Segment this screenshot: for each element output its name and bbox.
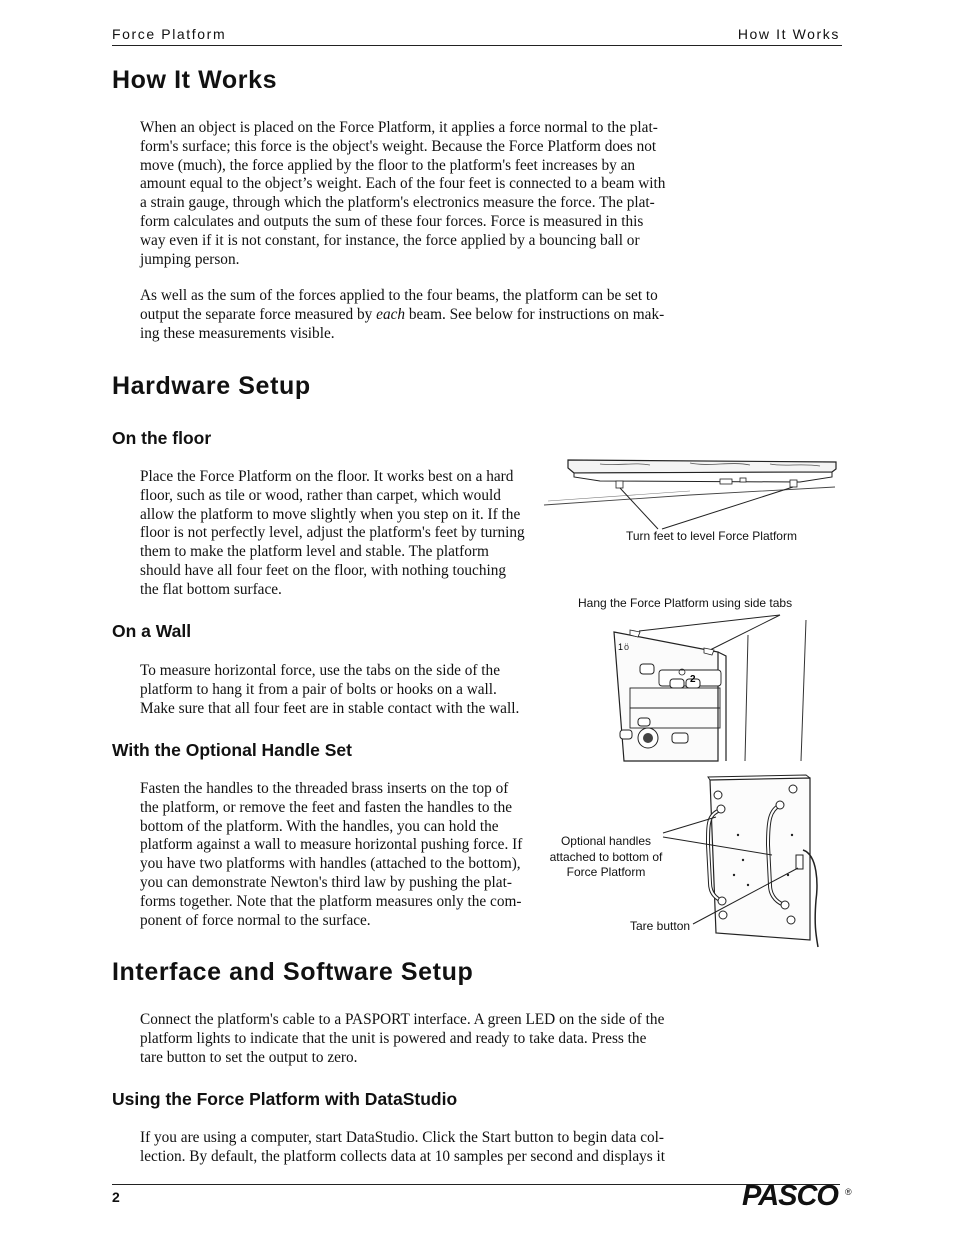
text-line: ponent of force normal to the surface. bbox=[140, 911, 371, 929]
text-line: you can demonstrate Newton's third law by pushing the plat- bbox=[140, 873, 512, 891]
svg-text:ö: ö bbox=[624, 642, 630, 652]
text-line: a strain gauge, through which the platform's electronics measure the force. The plat- bbox=[140, 194, 655, 212]
subsection-title-handle-set: With the Optional Handle Set bbox=[112, 740, 352, 760]
on-a-wall-paragraph bbox=[140, 662, 519, 718]
text-line: If you are using a computer, start DataStudio. Click the Start button to begin data col- bbox=[140, 1129, 665, 1146]
text-line: floor, such as tile or wood, rather than carpet, which would bbox=[140, 486, 501, 504]
text-line: platform against a wall to measure horizontal pushing force. If bbox=[140, 836, 523, 854]
platform-on-floor-illustration bbox=[540, 455, 840, 535]
text-line: Make sure that all four feet are in stable contact with the wall. bbox=[140, 699, 520, 717]
header-rule bbox=[112, 45, 842, 46]
text-line: bottom of the platform. With the handles, you can hold the bbox=[140, 817, 499, 835]
text-line: platform lights to indicate that the unit is powered and ready to take data. Press the bbox=[140, 1029, 647, 1047]
subsection-title-datastudio: Using the Force Platform with DataStudio bbox=[112, 1089, 458, 1109]
text-line: forms together. Note that the platform measures only the com- bbox=[140, 892, 522, 910]
text-line: To measure horizontal force, use the tabs on the side of the bbox=[140, 662, 500, 679]
emphasis-each: each bbox=[376, 305, 406, 323]
text-line: When an object is placed on the Force Platform, it applies a force normal to the plat- bbox=[140, 119, 658, 136]
text-line: As well as the sum of the forces applied to the four beams, the platform can be set to bbox=[140, 287, 658, 304]
text-line: them to make the platform level and stable. The platform bbox=[140, 543, 489, 561]
page-number: 2 bbox=[112, 1189, 120, 1205]
text-line: platform to hang it from a pair of bolts or hooks on a wall. bbox=[140, 680, 497, 698]
platform-on-wall-illustration bbox=[600, 610, 815, 762]
text-line: floor is not perfectly level, adjust the platform's feet by turning bbox=[140, 524, 525, 542]
text-line: way even if it is not constant, for instance, the force applied by a bouncing ball or bbox=[140, 231, 640, 249]
text-line: you have two platforms with handles (attached to the bottom), bbox=[140, 855, 521, 873]
text-line: Fasten the handles to the threaded brass inserts on the top of bbox=[140, 780, 509, 797]
how-it-works-paragraph-2 bbox=[140, 287, 664, 343]
text-line: Connect the platform's cable to a PASPORT interface. A green LED on the side of the bbox=[140, 1011, 665, 1028]
wall-figure-label-1: 1 bbox=[618, 642, 624, 652]
subsection-title-on-a-wall: On a Wall bbox=[112, 621, 192, 641]
text-line: move (much), the force applied by the floor to the platform's feet increases by an bbox=[140, 156, 636, 174]
interface-paragraph bbox=[140, 1011, 664, 1067]
footer-rule bbox=[112, 1184, 840, 1185]
floor-figure-caption: Turn feet to level Force Platform bbox=[626, 529, 797, 543]
text-line: lection. By default, the platform collects data at 10 samples per second and displays it bbox=[140, 1147, 666, 1165]
text-line: allow the platform to move slightly when you step on it. If the bbox=[140, 505, 521, 523]
caption-line: Optional handles bbox=[560, 834, 652, 848]
handle-set-paragraph bbox=[140, 780, 522, 930]
text-run: output the separate force measured by bbox=[140, 305, 377, 323]
text-line: amount equal to the object’s weight. Each of the four feet is connected to a beam with bbox=[140, 175, 666, 193]
text-line: ing these measurements visible. bbox=[140, 324, 335, 342]
on-the-floor-paragraph bbox=[140, 468, 525, 600]
text-line: the platform, or remove the feet and fasten the handles to the bbox=[140, 798, 513, 816]
text-line: form's surface; this force is the object's weight. Because the Force Platform does not bbox=[140, 137, 657, 155]
wall-figure-caption: Hang the Force Platform using side tabs bbox=[578, 596, 793, 610]
registered-mark: ® bbox=[845, 1187, 852, 1197]
section-title-how-it-works: How It Works bbox=[112, 66, 278, 94]
text-line: form calculates and outputs the sum of these four forces. Force is measured in this bbox=[140, 212, 644, 230]
text-line bbox=[140, 306, 664, 325]
text-line: Place the Force Platform on the floor. It works best on a hard bbox=[140, 468, 514, 485]
subsection-title-on-the-floor: On the floor bbox=[112, 428, 212, 448]
running-header-left: Force Platform bbox=[112, 26, 227, 42]
section-title-interface-software-setup: Interface and Software Setup bbox=[112, 958, 474, 986]
pasco-logo: PASCO bbox=[742, 1180, 838, 1212]
caption-line: Force Platform bbox=[566, 865, 646, 879]
text-line: tare button to set the output to zero. bbox=[140, 1048, 358, 1066]
section-title-hardware-setup: Hardware Setup bbox=[112, 372, 311, 400]
tare-button-caption: Tare button bbox=[630, 919, 691, 933]
text-line: the flat bottom surface. bbox=[140, 580, 282, 598]
datastudio-paragraph bbox=[140, 1129, 665, 1167]
caption-line: attached to bottom of bbox=[549, 849, 663, 864]
wall-figure-label-2: 2 bbox=[690, 674, 696, 685]
how-it-works-paragraph-1 bbox=[140, 119, 665, 269]
text-run: beam. See below for instructions on mak- bbox=[405, 305, 665, 323]
handles-figure-caption bbox=[546, 834, 666, 881]
text-line: jumping person. bbox=[140, 250, 240, 268]
text-line: should have all four feet on the floor, with nothing touching bbox=[140, 561, 507, 579]
running-header-right: How It Works bbox=[737, 26, 840, 42]
